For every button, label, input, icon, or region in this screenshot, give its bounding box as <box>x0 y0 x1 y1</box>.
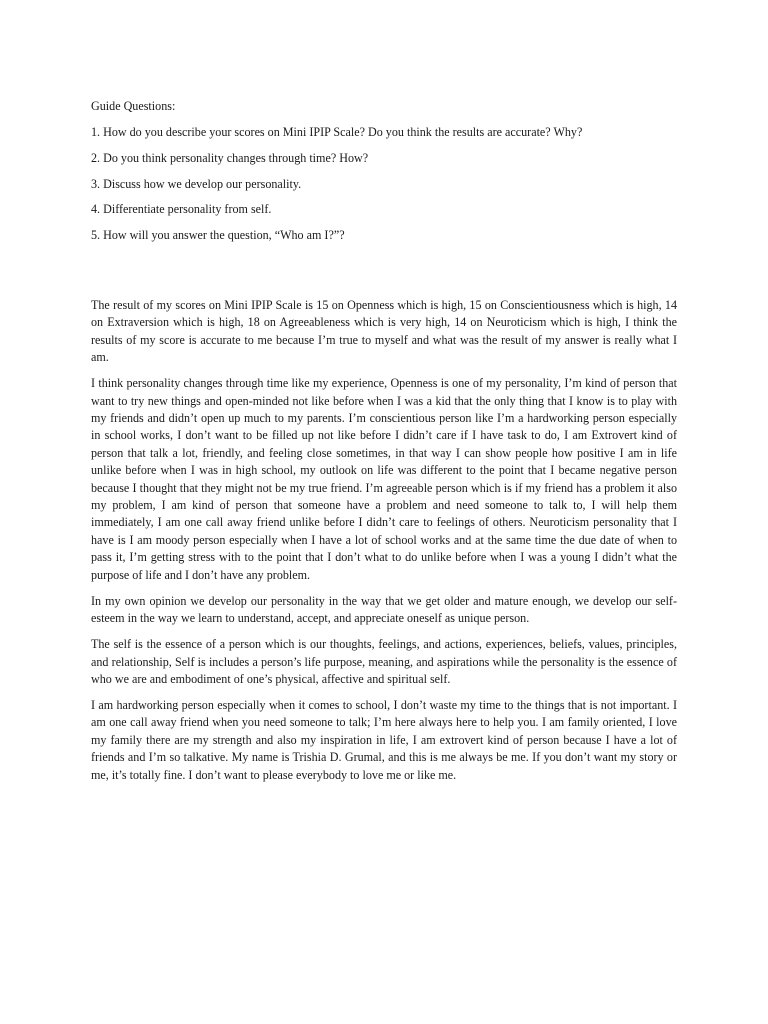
answer-paragraph-who-am-i: I am hardworking person especially when it comes to school, I don’t waste my time to the things that is not important. I am one call away friend when you need someone to talk; I’m here always here to help you. I am family oriented, I love my family there are my strength and also my inspiration in life, I am extrovert kind of person because I have a lot of friends and I’m so talkative. My name is Trishia D. Grumal, and this is me always be me. If you don’t want my story or me, it’s totally fine. I don’t want to please everybody to love me or like me. <box>91 697 677 782</box>
guide-question: 5. How will you answer the question, “Who am I?”? <box>91 228 345 243</box>
answer-paragraph-scores: The result of my scores on Mini IPIP Scale is 15 on Openness which is high, 15 on Conscientiousness which is high, 14 on Extraversion which is high, 18 on Agreeableness which is very high, 14 on Neuroticism which is high, I think the results of my score is accurate to me because I’m true to myself and what was the result of my answer is really what I am. <box>91 298 677 365</box>
answer-paragraph-personality-change: I think personality changes through time like my experience, Openness is one of my personality, I’m kind of person that want to try new things and open-minded not like before when I was a kid that the only thing that I know is to play with my friends and didn’t open up much to my parents. I’m conscientious person like I’m a hardworking person especially in school works, I don’t want to be filled up not like before I didn’t care if I have task to do, I am Extrovert kind of person that talk a lot, friendly, and feeling close sometimes, in that way I can show people how positive I am in life unlike before when I was in high school, my outlook on life was different to the point that I became negative person because I thought that they might not be my true friend. I’m agreeable person which is if my friend has a problem it also my problem, I am kind of person that someone have a problem and need someone to talk to, I will help them immediately, I am one call away friend unlike before I didn’t care to feelings of others. Neuroticism personality that I have is I am moody person especially when I have a lot of school works and at the same time the due date of when to pass it, I’m getting stress with to the point that I don’t what to do unlike before when I was a young I didn’t what the purpose of life and I don’t have any problem. <box>91 376 677 582</box>
answer-paragraph-self-vs-personality: The self is the essence of a person which is our thoughts, feelings, and actions, experiences, beliefs, values, principles, and relationship, Self is includes a person’s life purpose, meaning, and aspirations while the personality is the essence of who we are and embodiment of one’s physical, affective and spiritual self. <box>91 637 677 686</box>
guide-question: 3. Discuss how we develop our personality. <box>91 176 302 191</box>
guide-questions-list <box>91 124 677 253</box>
guide-question: 1. How do you describe your scores on Mini IPIP Scale? Do you think the results are accurate? Why? <box>91 125 583 139</box>
answer-paragraph-develop-personality: In my own opinion we develop our personality in the way that we get older and mature enough, we develop our self-esteem in the way we learn to understand, accept, and appreciate oneself as unique person. <box>91 593 677 626</box>
guide-question: 4. Differentiate personality from self. <box>91 202 272 217</box>
guide-questions-heading: Guide Questions: <box>91 99 176 113</box>
guide-question: 2. Do you think personality changes through time? How? <box>91 150 369 165</box>
answers-section <box>91 297 677 793</box>
